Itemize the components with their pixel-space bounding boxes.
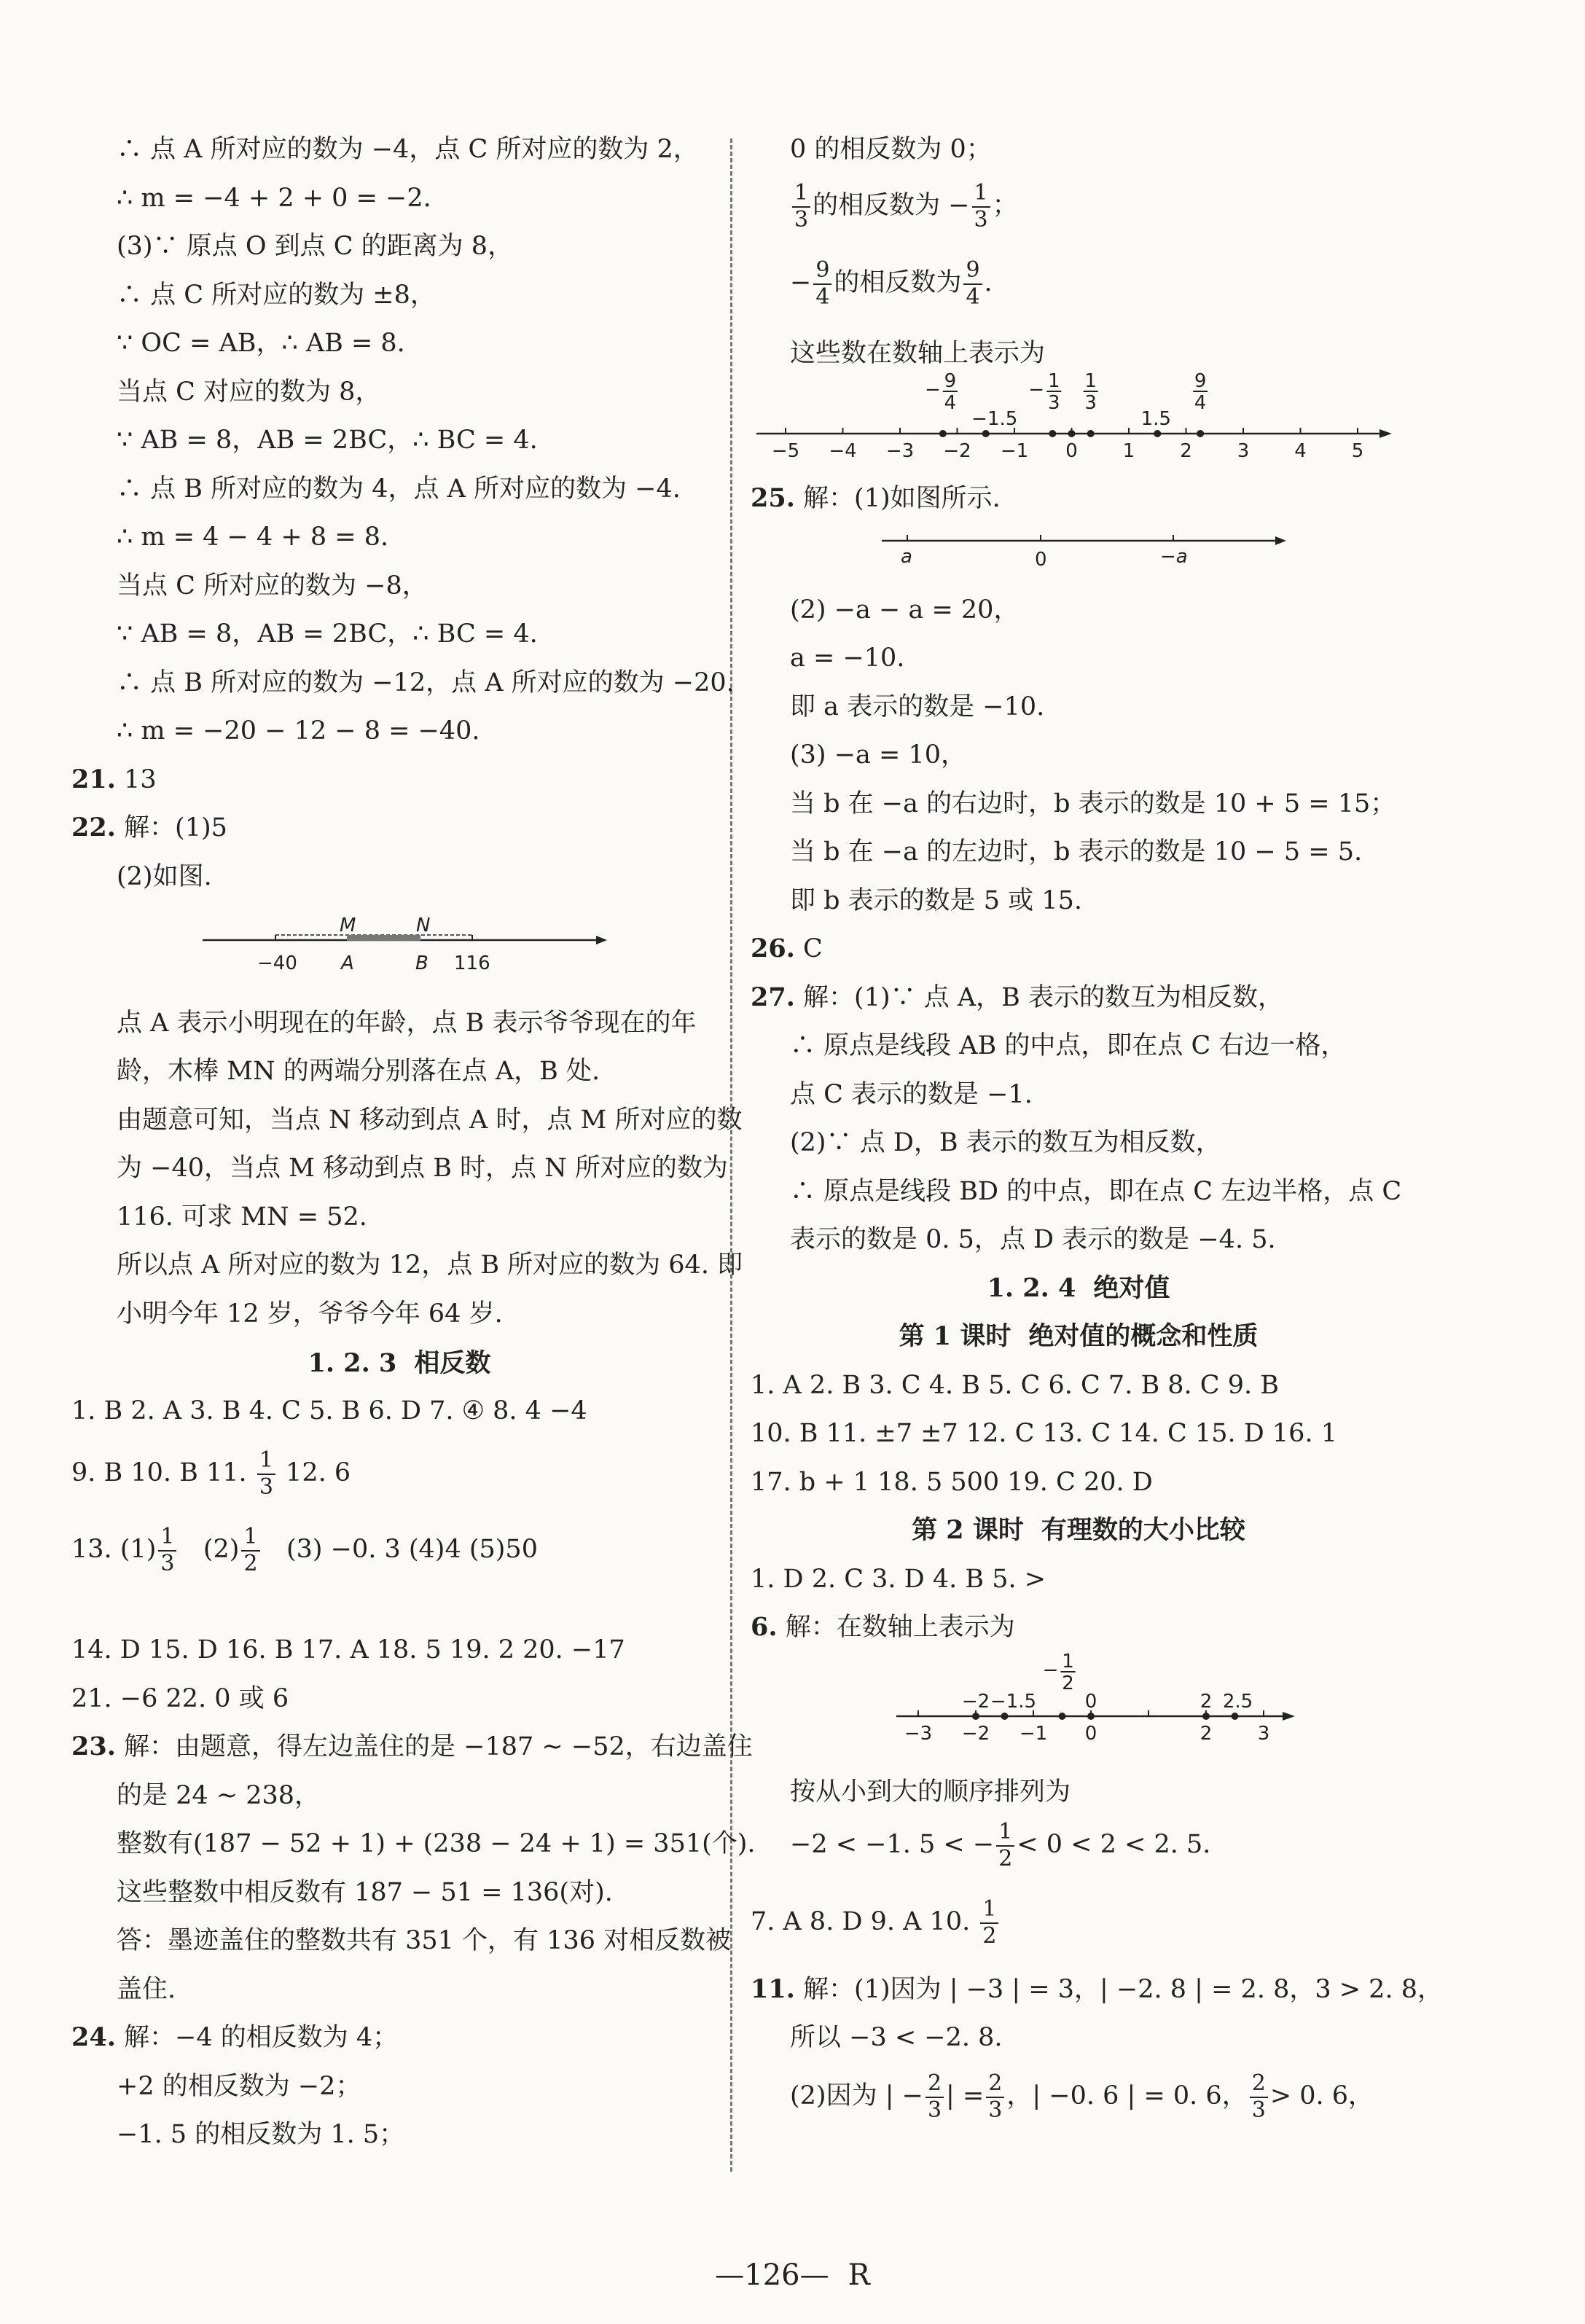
text-line: −1. 5 的相反数为 1. 5；	[117, 2120, 405, 2149]
denominator: 3	[259, 1474, 273, 1500]
data-point	[972, 1713, 979, 1720]
text-line: ∴ m = 4 − 4 + 8 = 8.	[117, 523, 389, 552]
lesson-title: 有理数的大小比较	[1041, 1515, 1245, 1545]
part-label: (2)	[203, 1535, 240, 1564]
text-line-fraction	[790, 2071, 1374, 2123]
text: > 0. 6，	[1269, 2081, 1374, 2110]
tick-label: 2	[1199, 1723, 1213, 1745]
numerator: 1	[1084, 370, 1097, 392]
answer-line: 14. D 15. D 16. B 17. A 18. 5 19. 2 20. −17	[71, 1635, 625, 1664]
answer-line: 1. A 2. B 3. C 4. B 5. C 6. C 7. B 8. C 9. B	[751, 1371, 1279, 1400]
lesson-label: 第 1 课时	[899, 1321, 1011, 1351]
tick-label: −3	[885, 440, 915, 462]
text-line: 解：(1)如图所示.	[803, 484, 1001, 513]
denominator: 4	[966, 283, 980, 310]
answer-21	[71, 764, 157, 795]
page-footer	[0, 2258, 1585, 2293]
fraction	[925, 2071, 944, 2123]
text-line: (3)∵ 原点 O 到点 C 的距离为 8，	[117, 232, 514, 261]
fraction	[158, 1525, 176, 1576]
tick-label: −2	[943, 440, 971, 462]
point-label-fraction	[1193, 370, 1208, 414]
point-label: 1.5	[1140, 408, 1171, 430]
part-label: (1)	[120, 1535, 157, 1564]
fraction	[792, 181, 810, 232]
answer-11	[751, 1974, 1443, 2005]
tick-label: 4	[1294, 440, 1307, 462]
point-label-fraction	[1043, 1651, 1076, 1694]
question-number: 25.	[751, 483, 795, 513]
denominator: 3	[794, 206, 809, 232]
answer-23	[71, 1732, 753, 1762]
text: < 0 < 2 < 2. 5.	[1017, 1830, 1211, 1859]
label-m: M	[340, 915, 356, 936]
text-line: ∴ 点 B 所对应的数为 −12，点 A 所对应的数为 −20.	[117, 668, 735, 697]
text-line: 龄，木棒 MN 的两端分别落在点 A，B 处.	[117, 1057, 600, 1086]
answer-27	[751, 982, 1283, 1013]
question-number: 13.	[71, 1535, 112, 1564]
answer-text: 解：(1)5	[124, 813, 227, 842]
text-line: 当 b 在 −a 的左边时，b 表示的数是 10 − 5 = 5.	[790, 837, 1363, 866]
text-line: 小明今年 12 岁，爷爷今年 64 岁.	[117, 1299, 503, 1329]
tick-label: 2	[1180, 440, 1192, 462]
text-line: 当点 C 对应的数为 8，	[117, 377, 381, 407]
point-label: −2	[961, 1691, 990, 1713]
tick-label: −2	[961, 1723, 990, 1745]
fraction-sign: −	[1028, 379, 1045, 401]
text-line: 这些整数中相反数有 187 − 51 = 136(对).	[117, 1878, 613, 1907]
number-line-figure-25	[882, 525, 1319, 579]
point-label-fraction	[1084, 370, 1098, 414]
numerator: 1	[241, 1525, 259, 1552]
denominator: 3	[1084, 392, 1097, 414]
text-line: 解：(1)∵ 点 A，B 表示的数互为相反数，	[803, 983, 1283, 1012]
fraction	[996, 1820, 1014, 1871]
section-number: 1. 2. 3	[308, 1348, 397, 1378]
question-number: 11.	[751, 1974, 795, 2004]
text-line: ∴ 原点是线段 BD 的中点，即在点 C 左边半格，点 C	[790, 1177, 1402, 1206]
data-point	[1232, 1713, 1239, 1720]
text-line: 点 A 表示小明现在的年龄，点 B 表示爷爷现在的年	[117, 1009, 697, 1038]
fraction	[257, 1448, 275, 1500]
text-line-fraction	[790, 181, 1018, 232]
tick-label: 3	[1237, 440, 1250, 462]
answer-25	[751, 483, 1001, 514]
denominator: 3	[927, 2097, 942, 2123]
fraction	[1250, 2071, 1268, 2123]
axis-arrow	[1379, 429, 1392, 438]
section-heading-1-2-3	[71, 1348, 727, 1379]
answer-line: 21. −6 22. 0 或 6	[71, 1684, 289, 1713]
point-label: 2.5	[1222, 1691, 1253, 1713]
number-line-figure-22	[203, 911, 676, 984]
denominator: 3	[160, 1550, 175, 1576]
numerator: 2	[925, 2071, 944, 2098]
text-line: 即 b 表示的数是 5 或 15.	[790, 886, 1082, 915]
data-point	[1087, 1713, 1095, 1720]
text-line: 的是 24 ~ 238，	[117, 1781, 321, 1810]
text: ；	[992, 191, 1018, 220]
question-number: 23.	[71, 1732, 116, 1761]
tick-label: 1	[1122, 440, 1135, 462]
data-point	[1001, 1713, 1009, 1720]
answer-line-7	[751, 1897, 1001, 1949]
fraction	[986, 2071, 1004, 2123]
data-point	[982, 430, 990, 437]
point-label: −1.5	[971, 408, 1018, 430]
fraction	[963, 258, 982, 310]
text-line: 点 C 表示的数是 −1.	[790, 1080, 1033, 1109]
data-point	[1049, 430, 1056, 437]
tick-label: −4	[829, 440, 857, 462]
value-left: −40	[257, 952, 297, 974]
denominator: 2	[982, 1922, 997, 1949]
tick-label: −5	[771, 440, 800, 462]
text-line: ∴ 原点是线段 AB 的中点，即在点 C 右边一格，	[790, 1031, 1347, 1060]
text-line: ∴ 点 B 所对应的数为 4，点 A 所对应的数为 −4.	[117, 474, 681, 504]
text: 的相反数为	[834, 268, 962, 297]
tick-label: −1	[1000, 440, 1029, 462]
denominator: 2	[998, 1845, 1013, 1871]
denominator: 3	[1048, 392, 1060, 414]
text: −2 < −1. 5 < −	[790, 1830, 995, 1859]
axis-arrow	[1283, 1712, 1295, 1721]
number-line-24	[756, 370, 1398, 470]
denominator: 3	[1251, 2097, 1266, 2123]
text-line: 解：由题意，得左边盖住的是 −187 ~ −52，右边盖住	[124, 1732, 753, 1761]
answer-line: 1. D 2. C 3. D 4. B 5. >	[751, 1565, 1046, 1594]
data-point	[1197, 430, 1204, 437]
text-line: ∴ m = −20 − 12 − 8 = −40.	[117, 716, 480, 746]
text-line: ∵ AB = 8，AB = 2BC，∴ BC = 4.	[117, 619, 538, 649]
question-number: 6.	[751, 1612, 778, 1642]
fraction-sign: −	[1042, 1659, 1059, 1681]
answer-line: 1. B 2. A 3. B 4. C 5. B 6. D 7. ④ 8. 4 −4	[71, 1396, 587, 1425]
numerator: 2	[986, 2071, 1004, 2098]
answer-26	[751, 934, 823, 964]
text: −	[790, 268, 812, 297]
data-point	[939, 430, 947, 437]
denominator: 3	[988, 2097, 1003, 2123]
tick-label: 3	[1257, 1723, 1270, 1745]
answer-text: 9. B 10. B 11.	[71, 1458, 247, 1487]
text-line: 由题意可知，当点 N 移动到点 A 时，点 M 所对应的数	[117, 1106, 743, 1135]
denominator: 3	[974, 206, 988, 232]
numerator: 9	[813, 258, 831, 285]
numerator: 1	[996, 1820, 1014, 1847]
text-line: 整数有(187 − 52 + 1) + (238 − 24 + 1) = 351(个).	[117, 1829, 756, 1858]
text: .	[984, 268, 993, 297]
fraction	[980, 1897, 998, 1949]
denominator: 4	[815, 283, 830, 310]
answer-24	[71, 2022, 398, 2053]
tick-label: 5	[1351, 440, 1364, 462]
fraction	[972, 181, 990, 232]
text-line: 所以点 A 所对应的数为 12，点 B 所对应的数为 64. 即	[117, 1251, 743, 1280]
lesson-label: 第 2 课时	[912, 1515, 1024, 1545]
answer-text: (3) −0. 3 (4)4 (5)50	[286, 1535, 538, 1564]
answer-line-13	[71, 1525, 538, 1576]
answer-text: C	[803, 934, 823, 963]
fraction	[241, 1525, 259, 1576]
numerator: 1	[980, 1897, 998, 1924]
text-line: ∵ AB = 8，AB = 2BC，∴ BC = 4.	[117, 426, 538, 455]
text-line: ∴ m = −4 + 2 + 0 = −2.	[117, 184, 431, 213]
question-number: 27.	[751, 982, 795, 1012]
point-label: −1.5	[990, 1691, 1037, 1713]
text-line: 当点 C 所对应的数为 −8，	[117, 571, 428, 600]
answer-line: 17. b + 1 18. 5 500 19. C 20. D	[751, 1468, 1153, 1497]
text-line-fraction	[790, 1820, 1210, 1871]
numerator: 1	[1062, 1651, 1074, 1672]
label-a: a	[901, 546, 912, 568]
text-line: 解：在数轴上表示为	[785, 1613, 1015, 1642]
text-line: ∵ OC = AB，∴ AB = 8.	[117, 329, 405, 358]
label-a: A	[341, 952, 354, 974]
text: ，| −0. 6 | = 0. 6，	[1006, 2081, 1248, 2110]
text-line: 按从小到大的顺序排列为	[790, 1777, 1071, 1807]
numerator: 9	[1194, 370, 1207, 392]
text-line: 为 −40，当点 M 移动到点 B 时，点 N 所对应的数为	[117, 1154, 728, 1183]
number-line-6	[874, 1651, 1312, 1756]
label-n: N	[416, 915, 431, 936]
text-line: 表示的数是 0. 5，点 D 表示的数是 −4. 5.	[790, 1225, 1276, 1254]
section-number: 1. 2. 4	[987, 1273, 1076, 1303]
numerator: 1	[1048, 370, 1060, 392]
question-number: 26.	[751, 934, 795, 963]
section-title: 相反数	[414, 1348, 491, 1378]
column-divider	[730, 138, 732, 2172]
text: | =	[946, 2081, 985, 2110]
denominator: 2	[243, 1550, 258, 1576]
tick-label: 0	[1084, 1723, 1097, 1745]
denominator: 4	[944, 392, 957, 414]
point-label-fraction	[1028, 370, 1061, 414]
answer-line: 10. B 11. ±7 ±7 12. C 13. C 14. C 15. D 16. 1	[751, 1419, 1337, 1448]
tick-label: −3	[904, 1723, 933, 1745]
numerator: 9	[944, 370, 957, 392]
question-number: 21.	[71, 764, 116, 794]
denominator: 4	[1194, 392, 1207, 414]
numerator: 1	[972, 181, 990, 208]
text-line: 0 的相反数为 0；	[790, 135, 992, 164]
text-line: 当 b 在 −a 的右边时，b 表示的数是 10 + 5 = 15；	[790, 789, 1396, 818]
fraction	[813, 258, 831, 310]
point-label-fraction	[925, 370, 958, 414]
text-line: 116. 可求 MN = 52.	[117, 1202, 367, 1232]
label-b: B	[415, 952, 428, 974]
answer-text: 13	[124, 765, 157, 794]
text: (2)因为 | −	[790, 2081, 923, 2110]
text-line: 盖住.	[117, 1975, 176, 2004]
text-line: 解：(1)因为 | −3 | = 3，| −2. 8 | = 2. 8，3 > 2. 8，	[803, 1975, 1443, 2004]
data-point	[1059, 1713, 1066, 1720]
text-line: (2) −a − a = 20，	[790, 595, 1020, 625]
section-heading-1-2-4	[751, 1273, 1406, 1304]
tick-label: 0	[1065, 440, 1078, 462]
question-number: 24.	[71, 2022, 116, 2052]
edition-mark: R	[848, 2258, 870, 2292]
text-line: 所以 −3 < −2. 8.	[790, 2023, 1003, 2052]
point-label: 0	[1084, 1691, 1097, 1713]
text-line: a = −10.	[790, 643, 905, 673]
data-point	[1087, 430, 1095, 437]
numerator: 2	[1250, 2071, 1268, 2098]
denominator: 2	[1062, 1672, 1074, 1694]
text-line: ∴ 点 C 所对应的数为 ±8，	[117, 281, 436, 310]
answer-text: 7. A 8. D 9. A 10.	[751, 1907, 971, 1936]
page-number: —126—	[715, 2258, 829, 2292]
label-neg-a: −a	[1160, 546, 1188, 568]
fraction-sign: −	[924, 379, 941, 401]
section-title: 绝对值	[1093, 1273, 1170, 1303]
text-line: (3) −a = 10，	[790, 740, 967, 770]
text-line: 这些数在数轴上表示为	[790, 339, 1046, 368]
text-line: (2)如图.	[117, 862, 212, 891]
label-zero: 0	[1035, 549, 1047, 571]
point-label: 2	[1199, 1691, 1213, 1713]
lesson-heading-2	[751, 1515, 1406, 1546]
text-line-fraction	[790, 258, 993, 310]
lesson-heading-1	[751, 1321, 1406, 1352]
text: 的相反数为 −	[813, 191, 970, 220]
text-line: 答：墨迹盖住的整数共有 351 个，有 136 对相反数被	[117, 1926, 732, 1955]
data-point	[1202, 1713, 1210, 1720]
answer-6	[751, 1612, 1015, 1643]
question-number: 22.	[71, 813, 116, 842]
answer-text: 12. 6	[286, 1458, 351, 1487]
text-line: (2)∵ 点 D，B 表示的数互为相反数，	[790, 1128, 1221, 1157]
answer-22	[71, 813, 227, 843]
lesson-title: 绝对值的概念和性质	[1028, 1321, 1259, 1351]
numerator: 9	[963, 258, 982, 285]
text-line: ∴ 点 A 所对应的数为 −4，点 C 所对应的数为 2，	[117, 135, 699, 164]
text-line: 解：−4 的相反数为 4；	[124, 2023, 399, 2052]
data-point	[1068, 430, 1076, 437]
text-line: 即 a 表示的数是 −10.	[790, 692, 1045, 721]
tick-label: −1	[1019, 1723, 1048, 1745]
data-point	[1154, 430, 1161, 437]
numerator: 1	[792, 181, 810, 208]
answer-line-9	[71, 1448, 351, 1500]
numerator: 1	[257, 1448, 275, 1475]
value-right: 116	[454, 952, 490, 974]
text-line: +2 的相反数为 −2；	[117, 2072, 361, 2101]
numerator: 1	[158, 1525, 176, 1552]
